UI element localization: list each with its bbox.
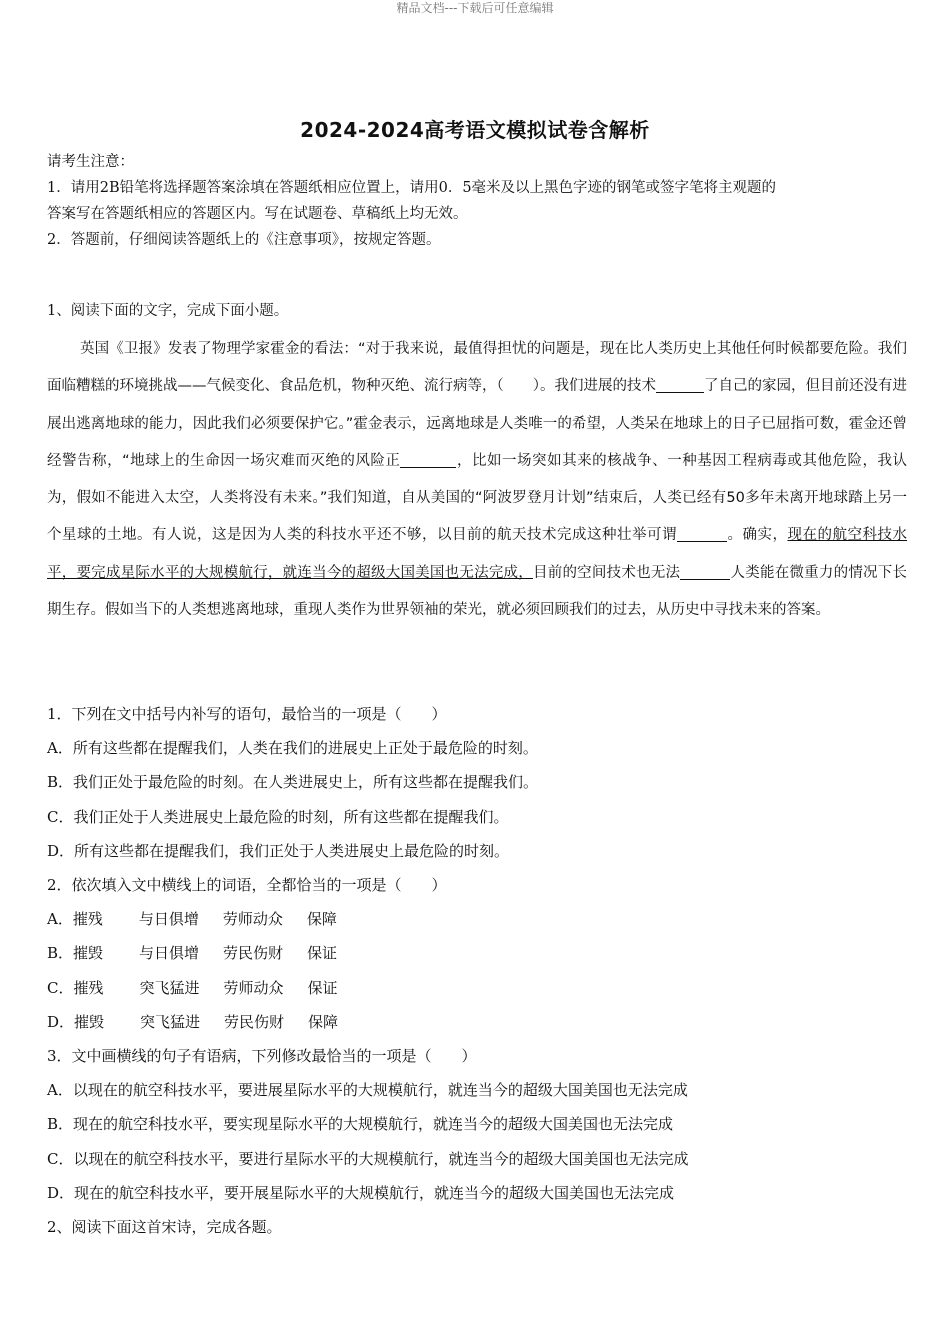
reading-passage bbox=[47, 331, 907, 629]
option-word-2: 与日俱增 bbox=[139, 944, 200, 963]
passage-text-1: 英国《卫报》发表了物理学家霍金的看法：“对于我来说，最值得担忧的问题是，现在比人类历史上其他任何时候都要危险。我们面临糟糕的环境挑战——气候变化、食品危机，物种灭绝、流行病等，（ ）。我们进展的技术 bbox=[47, 341, 907, 395]
section-1-intro: 1、阅读下面的文字，完成下面小题。 bbox=[47, 303, 289, 319]
notice-item-1-line-1: 1．请用2B铅笔将选择题答案涂填在答题纸相应位置上，请用0．5毫米及以上黑色字迹的钢笔或签字笔将主观题的 bbox=[47, 180, 777, 196]
notice-item-1-line-2: 答案写在答题纸相应的答题区内。写在试题卷、草稿纸上均无效。 bbox=[47, 206, 468, 222]
page-header: 精品文档---下载后可任意编辑 bbox=[396, 1, 554, 15]
section-2-intro: 2、阅读下面这首宋诗，完成各题。 bbox=[47, 1218, 282, 1237]
question-3-option-c: C．以现在的航空科技水平，要进行星际水平的大规模航行，就连当今的超级大国美国也无法完成 bbox=[47, 1149, 689, 1168]
notice-block bbox=[47, 149, 907, 253]
option-word-4: 保障 bbox=[306, 910, 337, 929]
option-letter: C． bbox=[47, 978, 74, 997]
option-word-2: 突飞猛进 bbox=[140, 1012, 201, 1031]
option-word-3: 劳师动众 bbox=[222, 910, 283, 929]
passage-text-6: 人类能在微重力的情况下长期生存。假如当下的人类想逃离地球，重现人类作为世界领袖的荣光，就必须回顾我们的过去，从历史中寻找未来的答案。 bbox=[47, 564, 908, 619]
underlined-sentence: 现在的航空科技水平，要完成星际水平的大规模航行，就连当今的超级大国美国也无法完成， bbox=[47, 527, 907, 581]
document-title: 2024-2024高考语文模拟试卷含解析 bbox=[300, 118, 650, 142]
option-letter: B． bbox=[47, 944, 74, 963]
passage-text-4: 。确实， bbox=[727, 527, 788, 544]
option-word-2: 突飞猛进 bbox=[139, 978, 200, 997]
question-1-stem: 1．下列在文中括号内补写的语句，最恰当的一项是（ ） bbox=[47, 705, 447, 723]
passage-text-2: 了自己的家园，但目前还没有进展出逃离地球的能力，因此我们必须要保护它。”霍金表示，远离地球是人类唯一的希望，人类呆在地球上的日子已屈指可数，霍金还曾经警告称，“地球上的生命因一场灾难而灭绝的风险正 bbox=[47, 378, 907, 469]
question-2-option-b bbox=[47, 936, 927, 970]
question-3-option-d: D．现在的航空科技水平，要开展星际水平的大规模航行，就连当今的超级大国美国也无法完成 bbox=[47, 1183, 675, 1202]
option-word-1: 摧残 bbox=[72, 910, 103, 929]
question-2-option-d bbox=[47, 1005, 927, 1039]
notice-item-2: 2．答题前，仔细阅读答题纸上的《注意事项》，按规定答题。 bbox=[47, 232, 441, 248]
passage-text-3: ，比如一场突如其来的核战争、一种基因工程病毒或其他危险，我认为，假如不能进入太空，人类将没有未来。”我们知道，自从美国的“阿波罗登月计划”结束后，人类已经有50多年未离开地球踏上另一个星球的土地。有人说，这是因为人类的科技水平还不够，以目前的航天技术完成这种壮举可谓 bbox=[47, 452, 907, 544]
option-word-2: 与日俱增 bbox=[138, 910, 199, 929]
option-word-4: 保障 bbox=[308, 1012, 339, 1031]
blank-1 bbox=[656, 378, 704, 394]
option-word-3: 劳师动众 bbox=[223, 978, 284, 997]
option-letter: D． bbox=[47, 1012, 75, 1031]
option-word-4: 保证 bbox=[307, 944, 338, 963]
question-3-option-a: A．以现在的航空科技水平，要进展星际水平的大规模航行，就连当今的超级大国美国也无法完成 bbox=[47, 1081, 688, 1100]
questions-block bbox=[47, 697, 927, 1244]
blank-2 bbox=[400, 452, 456, 468]
question-1-option-a: A．所有这些都在提醒我们，人类在我们的进展史上正处于最危险的时刻。 bbox=[47, 739, 538, 758]
option-word-3: 劳民伤财 bbox=[223, 944, 284, 963]
question-1-option-c: C．我们正处于人类进展史上最危险的时刻，所有这些都在提醒我们。 bbox=[47, 807, 509, 826]
option-word-3: 劳民伤财 bbox=[224, 1012, 285, 1031]
option-word-4: 保证 bbox=[307, 978, 338, 997]
notice-heading: 请考生注意： bbox=[47, 154, 134, 170]
question-2-stem: 2．依次填入文中横线上的词语，全都恰当的一项是（ ） bbox=[47, 876, 447, 895]
question-3-stem: 3．文中画横线的句子有语病，下列修改最恰当的一项是（ ） bbox=[47, 1047, 477, 1066]
question-2-option-c bbox=[47, 971, 927, 1005]
passage-text-5: 目前的空间技术也无法 bbox=[533, 564, 681, 581]
blank-4 bbox=[680, 564, 730, 580]
question-3-option-b: B．现在的航空科技水平，要实现星际水平的大规模航行，就连当今的超级大国美国也无法完成 bbox=[47, 1115, 674, 1134]
option-letter: A． bbox=[47, 910, 73, 929]
blank-3 bbox=[677, 527, 727, 543]
question-1-option-b: B．我们正处于最危险的时刻。在人类进展史上，所有这些都在提醒我们。 bbox=[47, 773, 539, 792]
option-word-1: 摧毁 bbox=[74, 1012, 105, 1031]
question-2-option-a bbox=[47, 902, 927, 936]
option-word-1: 摧残 bbox=[73, 978, 104, 997]
question-1-option-d: D．所有这些都在提醒我们，我们正处于人类进展史上最危险的时刻。 bbox=[47, 841, 510, 860]
option-word-1: 摧毁 bbox=[73, 944, 104, 963]
